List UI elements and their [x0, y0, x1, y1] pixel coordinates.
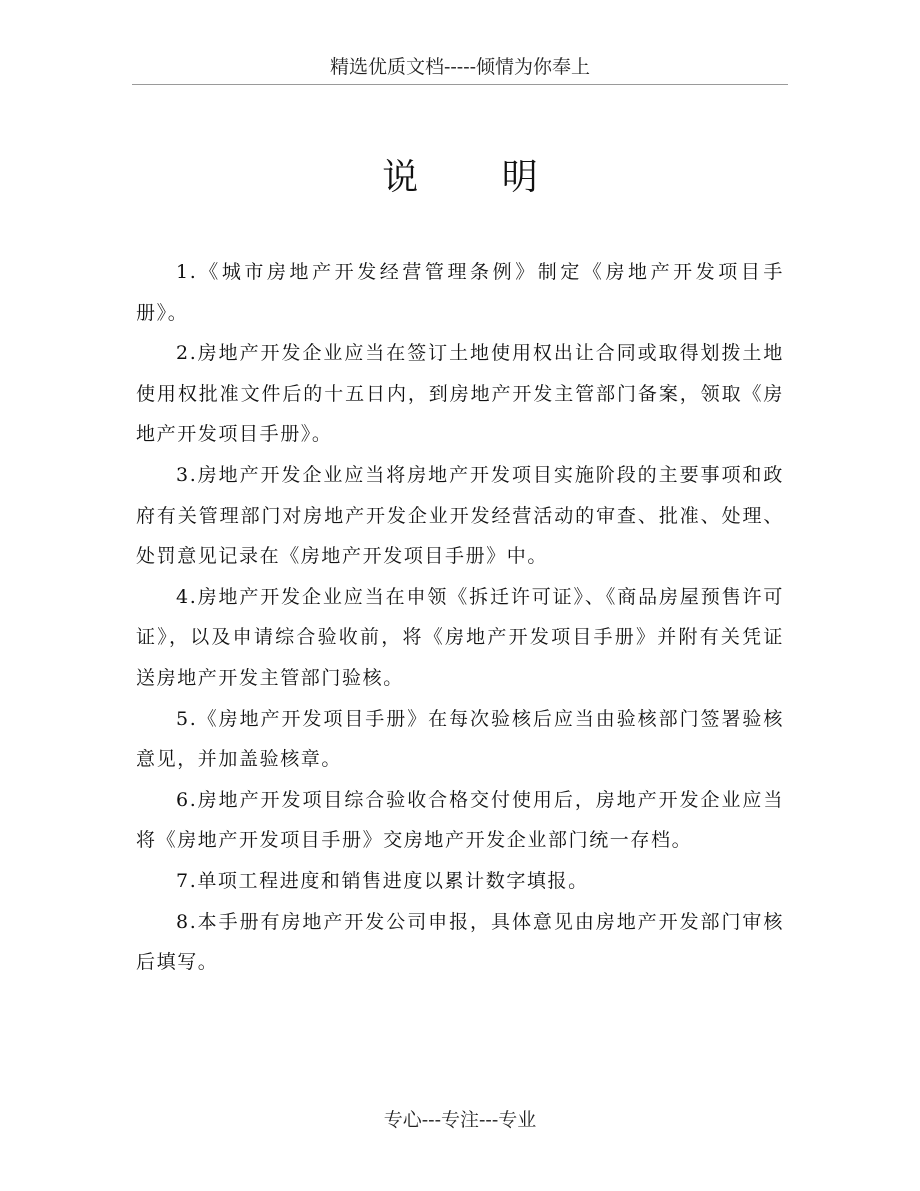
page-header — [132, 54, 788, 85]
paragraph-2: 2.房地产开发企业应当在签订土地使用权出让合同或取得划拨土地使用权批准文件后的十五日内，到房地产开发主管部门备案，领取《房地产开发项目手册》。 — [136, 342, 784, 446]
paragraph-5: 5.《房地产开发项目手册》在每次验核后应当由验核部门签署验核意见，并加盖验核章。 — [136, 707, 784, 771]
header-text: 精选优质文档-----倾情为你奉上 — [329, 56, 591, 78]
paragraph-8: 8.本手册有房地产开发公司申报，具体意见由房地产开发部门审核后填写。 — [136, 910, 784, 974]
paragraph-7: 7.单项工程进度和销售进度以累计数字填报。 — [176, 869, 589, 892]
paragraph-4: 4.房地产开发企业应当在申领《拆迁许可证》、《商品房屋预售许可证》，以及申请综合验收前，将《房地产开发项目手册》并附有关凭证送房地产开发主管部门验核。 — [136, 585, 784, 689]
paragraph-6: 6.房地产开发项目综合验收合格交付使用后，房地产开发企业应当将《房地产开发项目手册》交房地产开发企业部门统一存档。 — [136, 788, 784, 852]
paragraph-3: 3.房地产开发企业应当将房地产开发项目实施阶段的主要事项和政府有关管理部门对房地产开发企业开发经营活动的审查、批准、处理、处罚意见记录在《房地产开发项目手册》中。 — [136, 463, 784, 568]
paragraph-1: 1.《城市房地产开发经营管理条例》制定《房地产开发项目手册》。 — [136, 261, 784, 324]
document-body — [136, 252, 784, 983]
page-footer: 专心---专注---专业 — [383, 1109, 537, 1131]
document-title: 说 明 — [382, 157, 574, 198]
